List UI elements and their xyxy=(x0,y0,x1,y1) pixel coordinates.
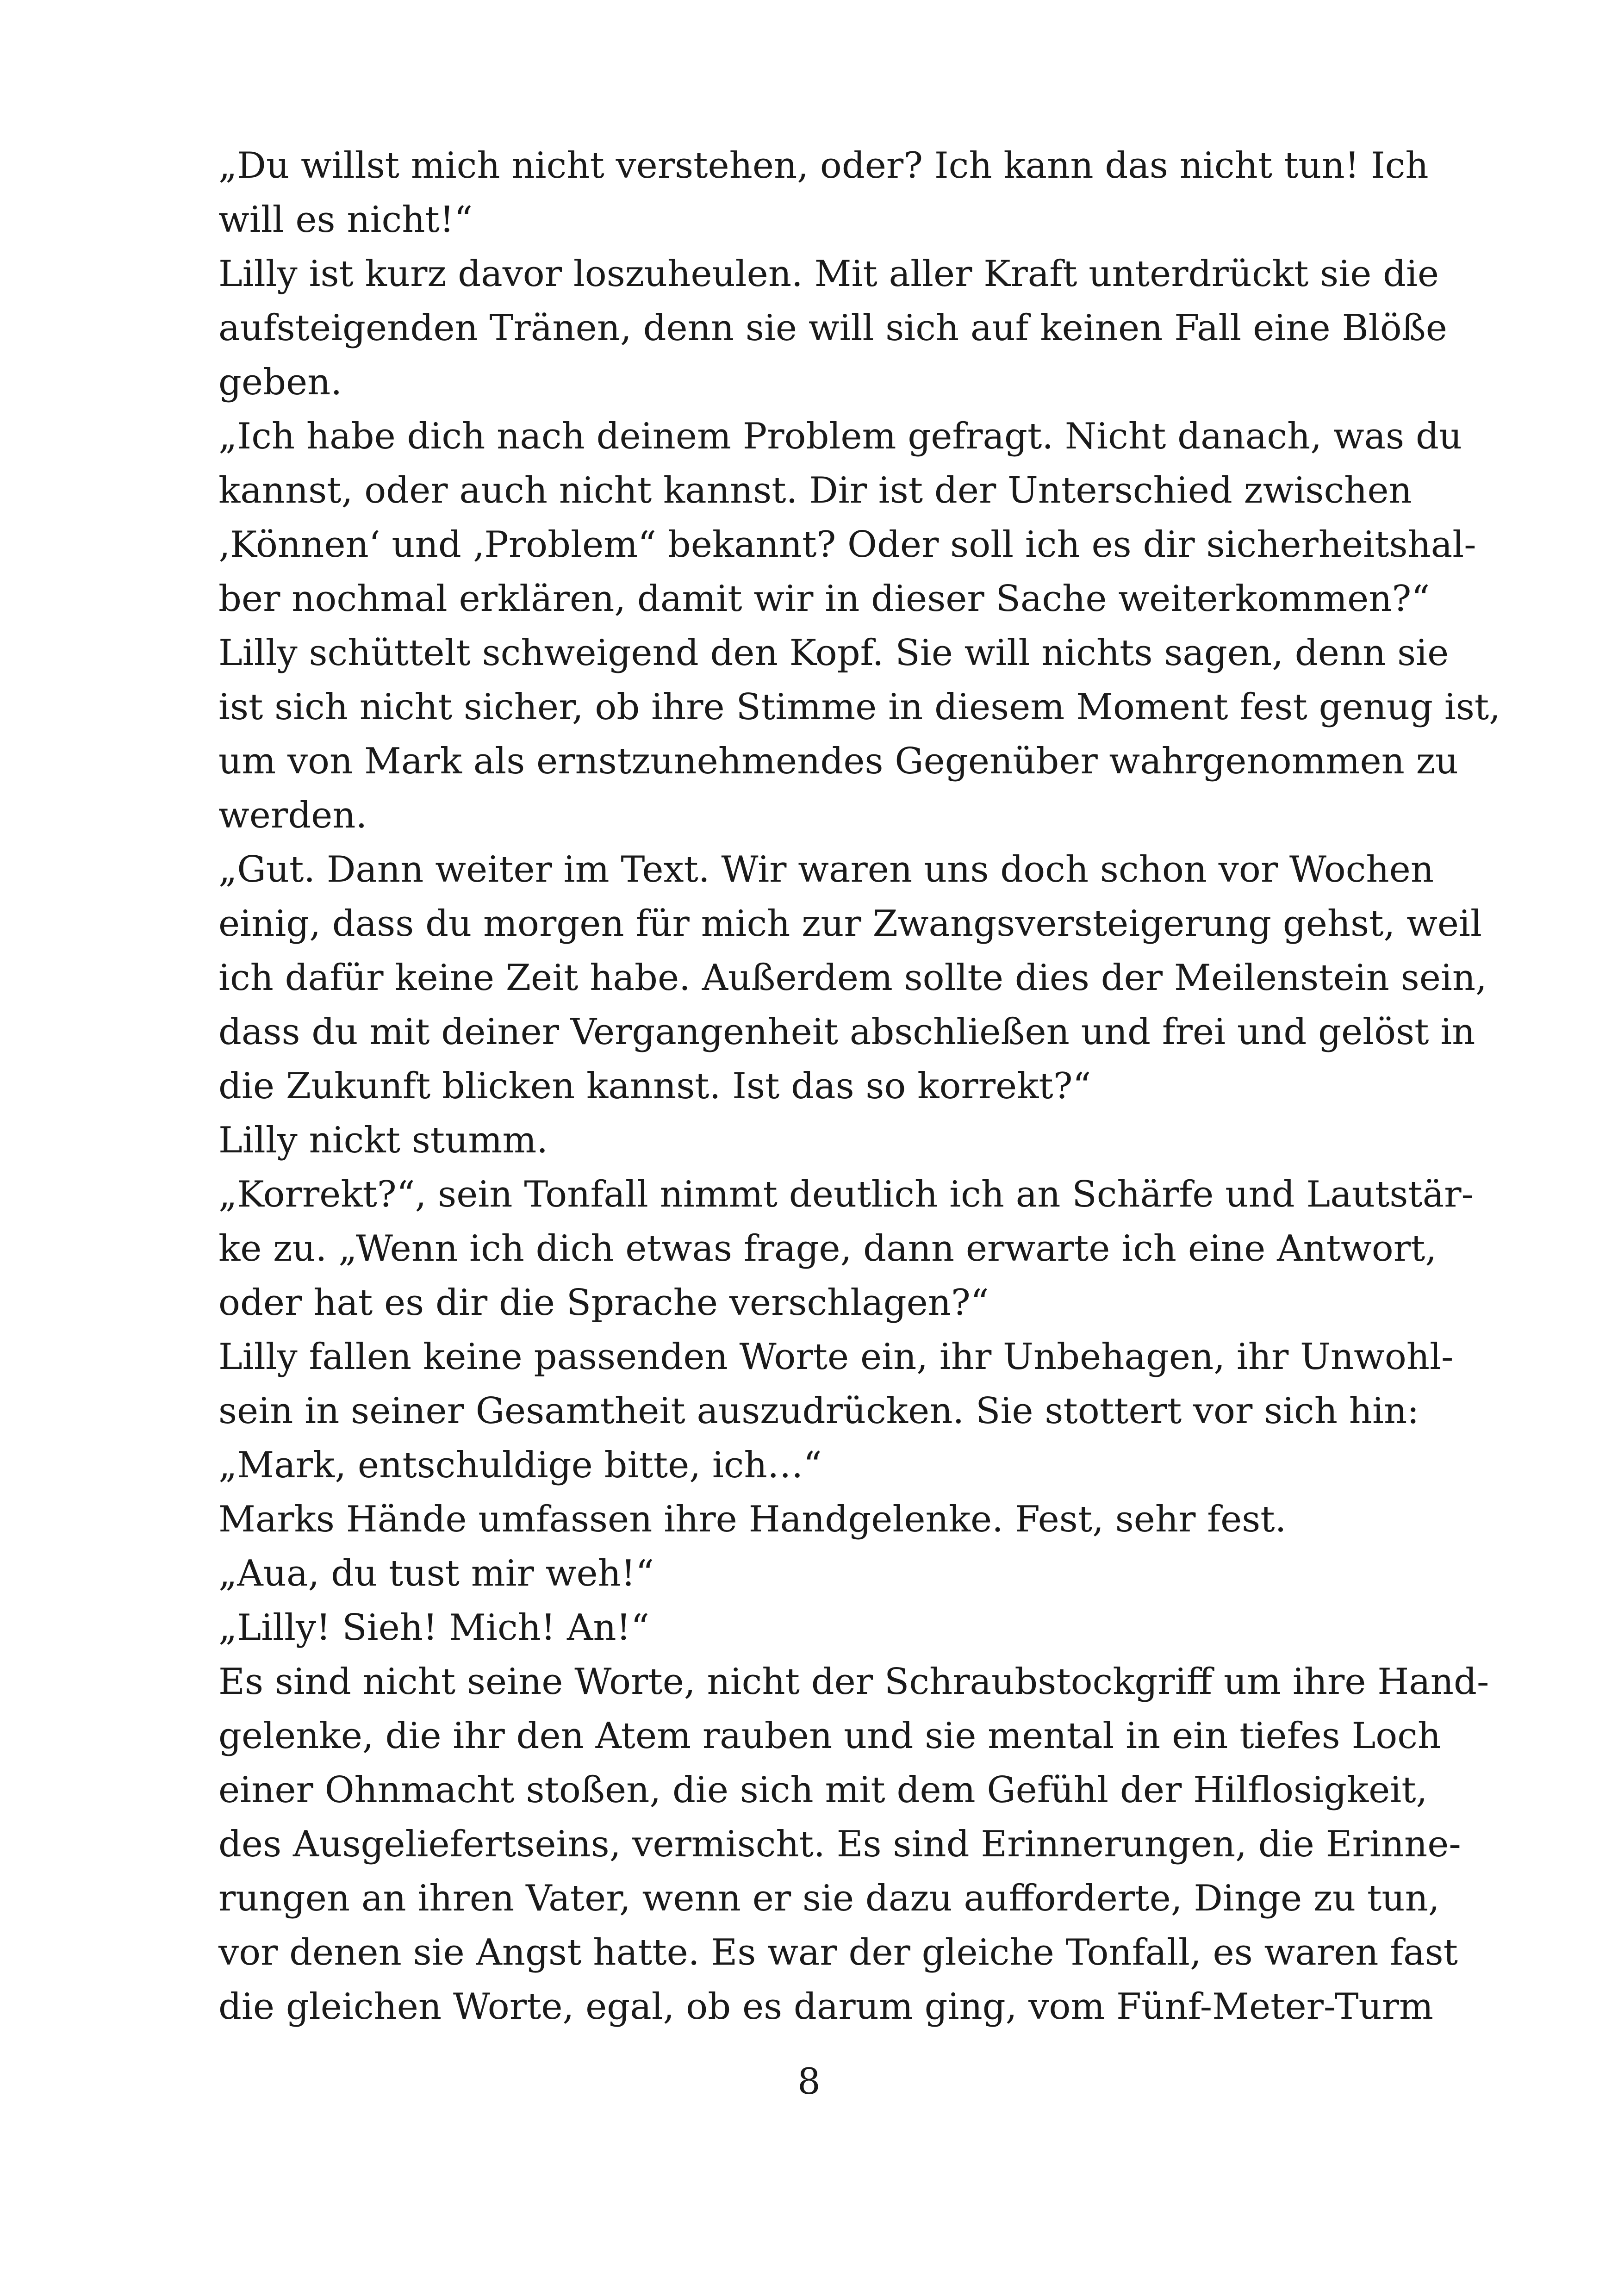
text-line: Lilly schüttelt schweigend den Kopf. Sie will nichts sagen, denn sie xyxy=(218,632,1449,674)
text-line: ke zu. „Wenn ich dich etwas frage, dann erwarte ich eine Antwort, xyxy=(218,1228,1437,1269)
body-text xyxy=(218,139,1500,2034)
text-line: „Ich habe dich nach deinem Problem gefragt. Nicht danach, was du xyxy=(218,416,1462,457)
text-line: vor denen sie Angst hatte. Es war der gleiche Tonfall, es waren fast xyxy=(218,1932,1458,1973)
text-line: aufsteigenden Tränen, denn sie will sich auf keinen Fall eine Blöße xyxy=(218,307,1447,349)
text-line: die Zukunft blicken kannst. Ist das so korrekt?“ xyxy=(218,1065,1091,1107)
text-line: „Lilly! Sieh! Mich! An!“ xyxy=(218,1607,649,1649)
text-line: Lilly nickt stumm. xyxy=(218,1120,548,1161)
text-line: oder hat es dir die Sprache verschlagen?“ xyxy=(218,1282,989,1324)
text-line: dass du mit deiner Vergangenheit abschließen und frei und gelöst in xyxy=(218,1011,1475,1053)
text-line: „Gut. Dann weiter im Text. Wir waren uns doch schon vor Wochen xyxy=(218,849,1434,890)
text-line: gelenke, die ihr den Atem rauben und sie mental in ein tiefes Loch xyxy=(218,1715,1441,1757)
text-line: werden. xyxy=(218,795,367,836)
text-line: ist sich nicht sicher, ob ihre Stimme in diesem Moment fest genug ist, xyxy=(218,686,1500,728)
page-number: 8 xyxy=(797,2061,821,2103)
text-line: geben. xyxy=(218,361,342,403)
text-line: Marks Hände umfassen ihre Handgelenke. Fest, sehr fest. xyxy=(218,1499,1287,1540)
text-line: rungen an ihren Vater, wenn er sie dazu aufforderte, Dinge zu tun, xyxy=(218,1878,1440,1919)
text-line: Lilly ist kurz davor loszuheulen. Mit aller Kraft unterdrückt sie die xyxy=(218,253,1439,295)
text-line: Lilly fallen keine passenden Worte ein, ihr Unbehagen, ihr Unwohl- xyxy=(218,1336,1454,1378)
text-line: die gleichen Worte, egal, ob es darum ging, vom Fünf-Meter-Turm xyxy=(218,1986,1433,2028)
text-line: Es sind nicht seine Worte, nicht der Schraubstockgriff um ihre Hand- xyxy=(218,1661,1489,1703)
text-line: um von Mark als ernstzunehmendes Gegenüber wahrgenommen zu xyxy=(218,740,1459,782)
text-line: einig, dass du morgen für mich zur Zwangsversteigerung gehst, weil xyxy=(218,903,1482,945)
text-line: des Ausgeliefertseins, vermischt. Es sind Erinnerungen, die Erinne- xyxy=(218,1823,1461,1865)
text-line: „Du willst mich nicht verstehen, oder? Ich kann das nicht tun! Ich xyxy=(218,145,1429,187)
text-line: ‚Können‘ und ‚Problem“ bekannt? Oder soll ich es dir sicherheitshal- xyxy=(218,524,1476,566)
text-line: „Korrekt?“, sein Tonfall nimmt deutlich ich an Schärfe und Lautstär- xyxy=(218,1174,1474,1215)
text-line: sein in seiner Gesamtheit auszudrücken. Sie stottert vor sich hin: xyxy=(218,1390,1419,1432)
text-line: kannst, oder auch nicht kannst. Dir ist der Unterschied zwischen xyxy=(218,470,1412,511)
text-line: „Mark, entschuldige bitte, ich…“ xyxy=(218,1444,822,1486)
text-line: ber nochmal erklären, damit wir in dieser Sache weiterkommen?“ xyxy=(218,578,1430,620)
text-line: will es nicht!“ xyxy=(218,199,473,241)
text-line: einer Ohnmacht stoßen, die sich mit dem Gefühl der Hilflosigkeit, xyxy=(218,1769,1428,1811)
text-line: „Aua, du tust mir weh!“ xyxy=(218,1553,654,1594)
text-line: ich dafür keine Zeit habe. Außerdem sollte dies der Meilenstein sein, xyxy=(218,957,1487,999)
